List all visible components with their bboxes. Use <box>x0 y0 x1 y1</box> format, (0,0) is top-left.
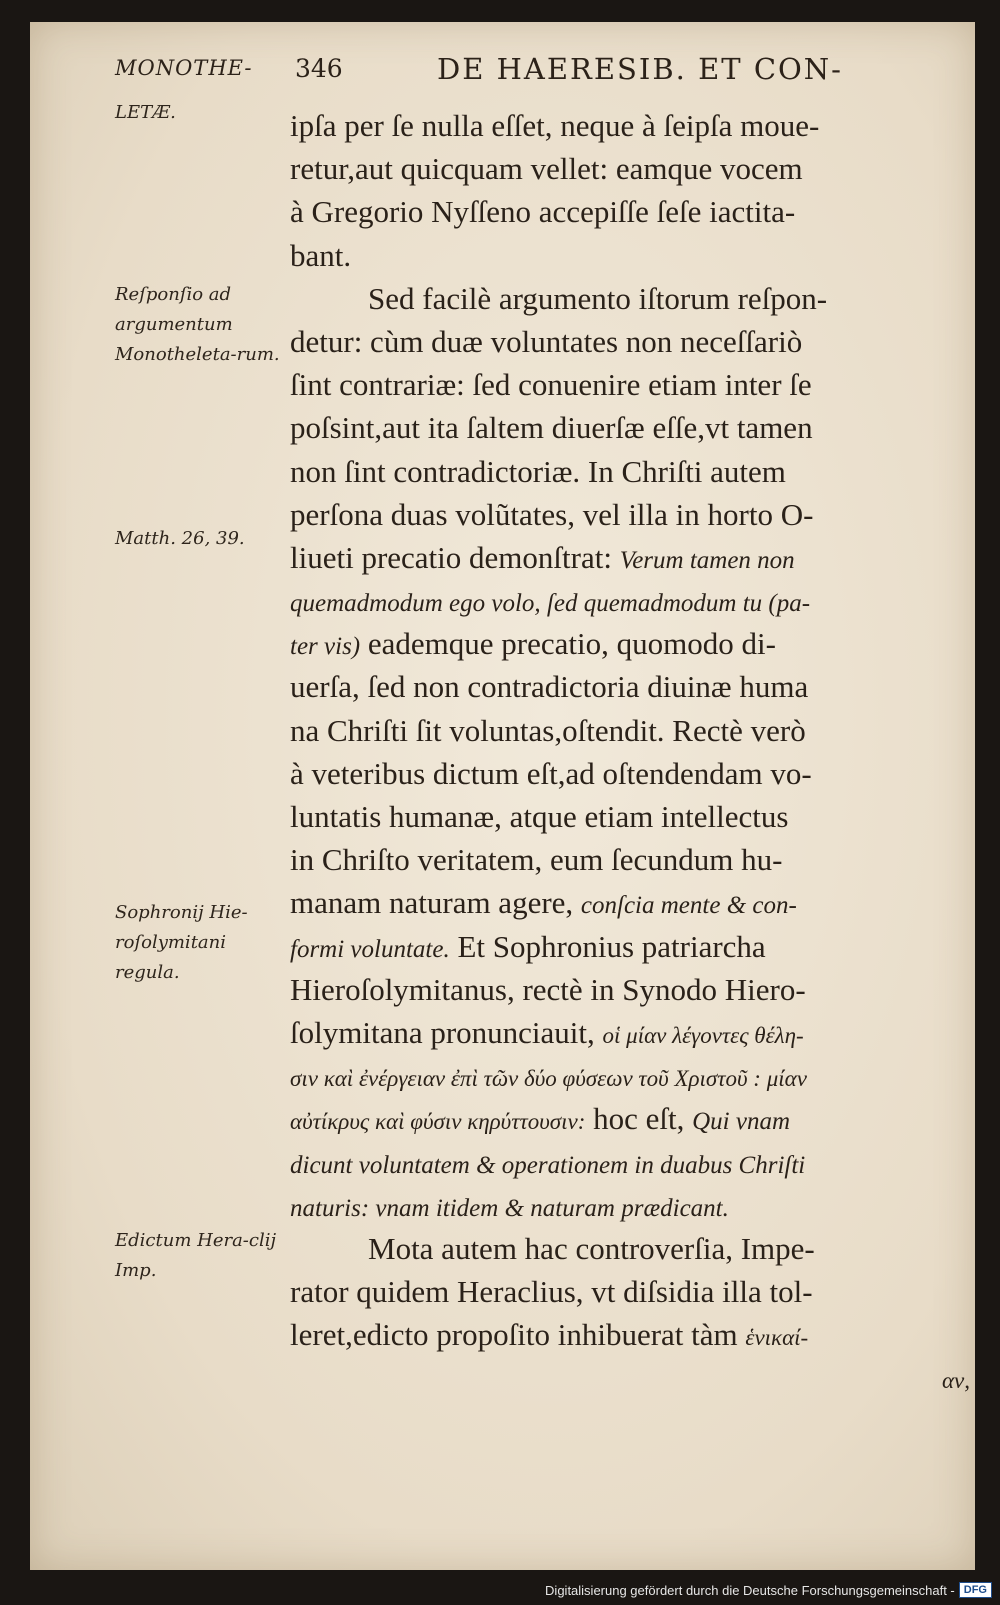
text-line <box>290 622 970 665</box>
text-line: ipſa per ſe nulla eſſet, neque à ſeipſa moue- <box>290 108 820 143</box>
margin-note-edictum: Edictum Hera-clij Imp. <box>115 1230 277 1281</box>
running-head-left: MONOTHE- <box>115 56 253 80</box>
text-line: à Gregorio Nyſſeno accepiſſe ſeſe iactita- <box>290 194 796 230</box>
text-line: rator quidem Heraclius, vt diſsidia illa tol- <box>290 1274 813 1310</box>
greek-text: σιν καὶ ἐνέργειαν ἐπὶ τῶν δύο φύσεων τοῦ Χριστοῦ : μίαν <box>290 1066 807 1092</box>
italic-quote: naturis: vnam itidem & naturam prædicant. <box>290 1194 729 1222</box>
italic-quote: quemadmodum ego volo, ſed quemadmodum tu (pa- <box>290 590 811 618</box>
text-line <box>290 579 970 622</box>
text-line: poſsint,aut ita ſaltem diuerſæ eſſe,vt tamen <box>290 410 813 446</box>
catchword <box>290 1356 970 1399</box>
page-number: 346 <box>295 54 343 83</box>
text-segment: hoc eſt, <box>593 1101 685 1137</box>
footer-text: Digitalisierung gefördert durch die Deutsche Forschungsgemeinschaft - <box>545 1582 955 1598</box>
margin-note-matthew: Matth. 26, 39. <box>115 528 245 549</box>
text-line: uerſa, ſed non contradictoria diuinæ huma <box>290 669 809 705</box>
text-segment: eademque precatio, quomodo di- <box>367 626 776 662</box>
text-line: in Chriſto veritatem, eum ſecundum hu- <box>290 842 783 878</box>
text-line: Hieroſolymitanus, rectè in Synodo Hiero- <box>290 971 806 1007</box>
text-line: Sed facilè argumento iſtorum reſpon- <box>368 280 828 316</box>
digitization-footer <box>545 1579 992 1601</box>
italic-quote: Verum tamen non <box>619 546 795 574</box>
margin-note-responsio: Reſponſio ad argumentum Monotheleta-rum. <box>115 284 280 365</box>
text-segment: ſolymitana pronunciauit, <box>290 1014 595 1050</box>
text-line <box>290 1313 970 1356</box>
page-header <box>115 52 985 94</box>
italic-quote: ter vis) <box>290 633 361 661</box>
text-line <box>290 881 970 924</box>
text-line <box>290 1011 970 1054</box>
italic-quote: formi voluntate. <box>290 935 450 963</box>
running-title: DE HAERESIB. ET CON- <box>437 52 843 86</box>
text-line: bant. <box>290 237 352 273</box>
text-line: detur: cùm duæ voluntates non neceſſariò <box>290 323 803 359</box>
greek-text: αν, <box>941 1368 970 1394</box>
text-line: retur,aut quicquam vellet: eamque vocem <box>290 151 803 187</box>
text-line: perſona duas volũtates, vel illa in horto O- <box>290 496 814 532</box>
text-line: na Chriſti ſit voluntas,oſtendit. Rectè verò <box>290 712 806 748</box>
text-line: ſint contrariæ: ſed conuenire etiam inter ſe <box>290 367 812 403</box>
main-text <box>290 104 970 1400</box>
text-line: non ſint contradictoriæ. In Chriſti autem <box>290 453 786 489</box>
text-line <box>290 1097 970 1140</box>
italic-quote: dicunt voluntatem & operationem in duabus Chriſti <box>290 1151 806 1179</box>
text-line <box>290 1184 970 1227</box>
greek-text: οἱ μίαν λέγοντες θέλη- <box>602 1022 804 1048</box>
text-line: à veteribus dictum eſt,ad oſtendendam vo- <box>290 755 812 791</box>
text-line: Mota autem hac controverſia, Impe- <box>368 1230 815 1266</box>
italic-quote: Qui vnam <box>692 1108 791 1136</box>
text-line: luntatis humanæ, atque etiam intellectus <box>290 799 789 834</box>
margin-note-sophronius: Sophronij Hie-roſolymitani regula. <box>115 902 248 983</box>
text-line <box>290 536 970 579</box>
dfg-logo: DFG <box>959 1582 992 1598</box>
text-line <box>290 1054 970 1097</box>
italic-quote: conſcia mente & con- <box>580 892 797 920</box>
text-line <box>290 1141 970 1184</box>
text-segment: liueti precatio demonſtrat: <box>290 539 612 575</box>
greek-text: αὐτίκρυς καὶ φύσιν κηρύττουσιν: <box>290 1109 586 1135</box>
text-line <box>290 925 970 968</box>
greek-text: ἑνικαί- <box>745 1325 809 1351</box>
text-segment: Et Sophronius patriarcha <box>457 928 766 964</box>
margin-note-letae: LETÆ. <box>115 102 176 123</box>
text-segment: manam naturam agere, <box>290 885 574 921</box>
text-segment: leret,edicto propoſito inhibuerat tàm <box>290 1317 738 1353</box>
